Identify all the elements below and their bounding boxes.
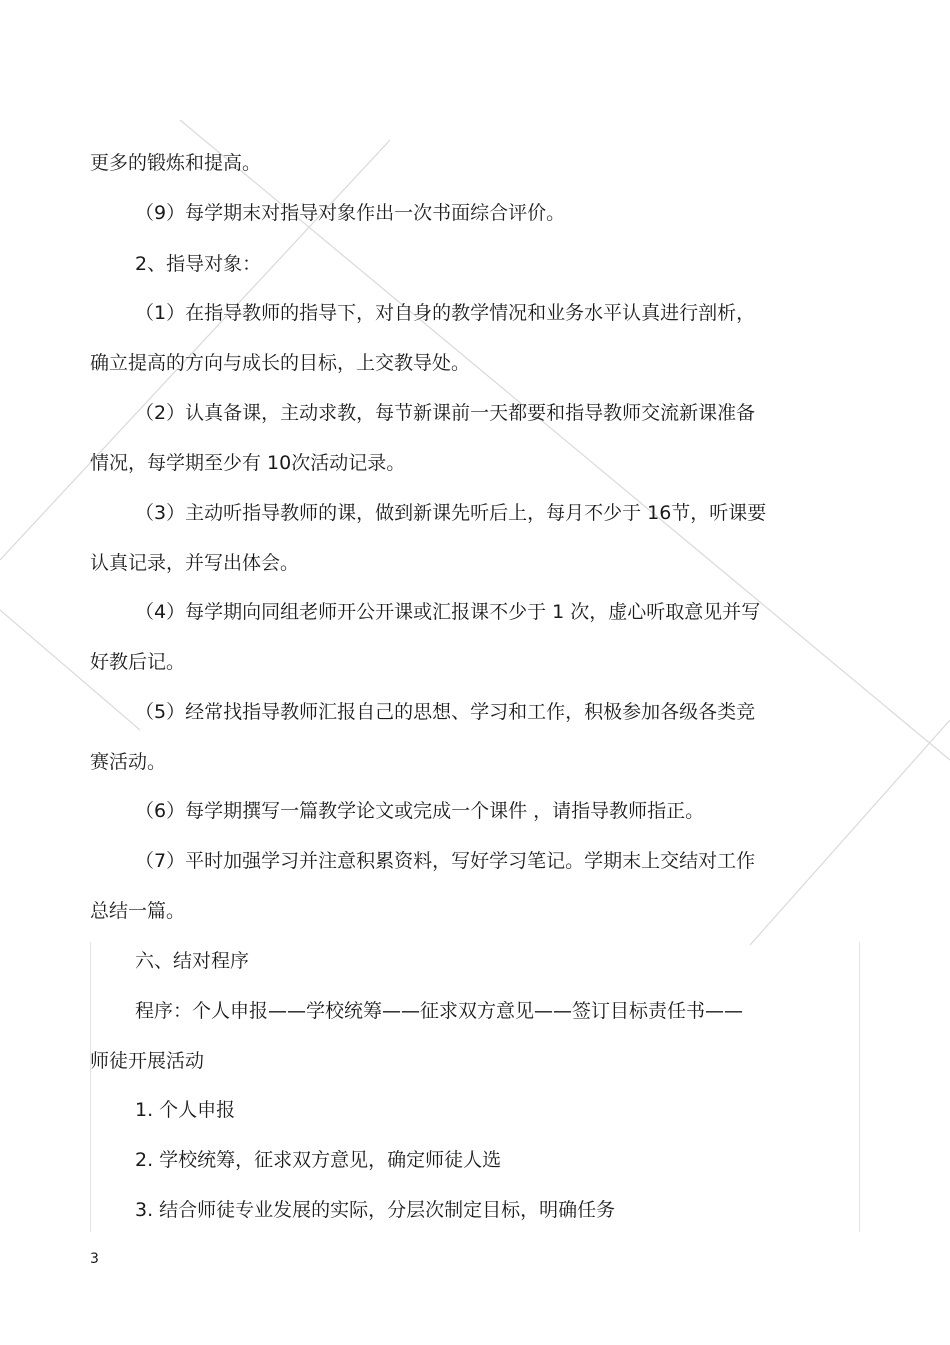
section-heading-guided-subject: 2、指导对象： (135, 253, 262, 275)
procedure-step-1: 1. 个人申报 (135, 1099, 236, 1121)
list-item-3: （3）主动听指导教师的课，做到新课先听后上，每月不少于 16节，听课要 (135, 502, 767, 524)
list-item-6: （6）每学期撰写一篇教学论文或完成一个课件 ，请指导教师指正。 (135, 800, 705, 822)
body-text-line: 赛活动。 (90, 751, 167, 773)
procedure-line: 程序：个人申报——学校统筹——征求双方意见——签订目标责任书—— (135, 1000, 744, 1022)
page-number: 3 (90, 1251, 99, 1267)
body-text-line: 师徒开展活动 (90, 1050, 205, 1072)
list-item-4: （4）每学期向同组老师开公开课或汇报课不少于 1 次，虚心听取意见并写 (135, 601, 761, 623)
procedure-step-2: 2. 学校统筹，征求双方意见，确定师徒人选 (135, 1149, 502, 1171)
body-text-line: 认真记录，并写出体会。 (90, 552, 300, 574)
body-text-line: 确立提高的方向与成长的目标，上交教导处。 (90, 352, 471, 374)
body-text-line: 更多的锻炼和提高。 (90, 152, 262, 174)
body-text-line: 好教后记。 (90, 651, 186, 673)
section-frame-right-border (859, 942, 860, 1232)
list-item-9: （9）每学期末对指导对象作出一次书面综合评价。 (135, 202, 566, 224)
section-frame-left-border (90, 942, 91, 1232)
list-item-5: （5）经常找指导教师汇报自己的思想、学习和工作，积极参加各级各类竞 (135, 701, 756, 723)
section-heading-pairing-procedure: 六、结对程序 (135, 950, 250, 972)
procedure-step-3: 3. 结合师徒专业发展的实际，分层次制定目标，明确任务 (135, 1199, 616, 1221)
list-item-7: （7）平时加强学习并注意积累资料，写好学习笔记。学期末上交结对工作 (135, 850, 756, 872)
body-text-line: 总结一篇。 (90, 900, 186, 922)
list-item-2: （2）认真备课，主动求教，每节新课前一天都要和指导教师交流新课准备 (135, 402, 756, 424)
body-text-line: 情况，每学期至少有 10次活动记录。 (90, 452, 406, 474)
list-item-1: （1）在指导教师的指导下，对自身的教学情况和业务水平认真进行剖析， (135, 302, 756, 324)
